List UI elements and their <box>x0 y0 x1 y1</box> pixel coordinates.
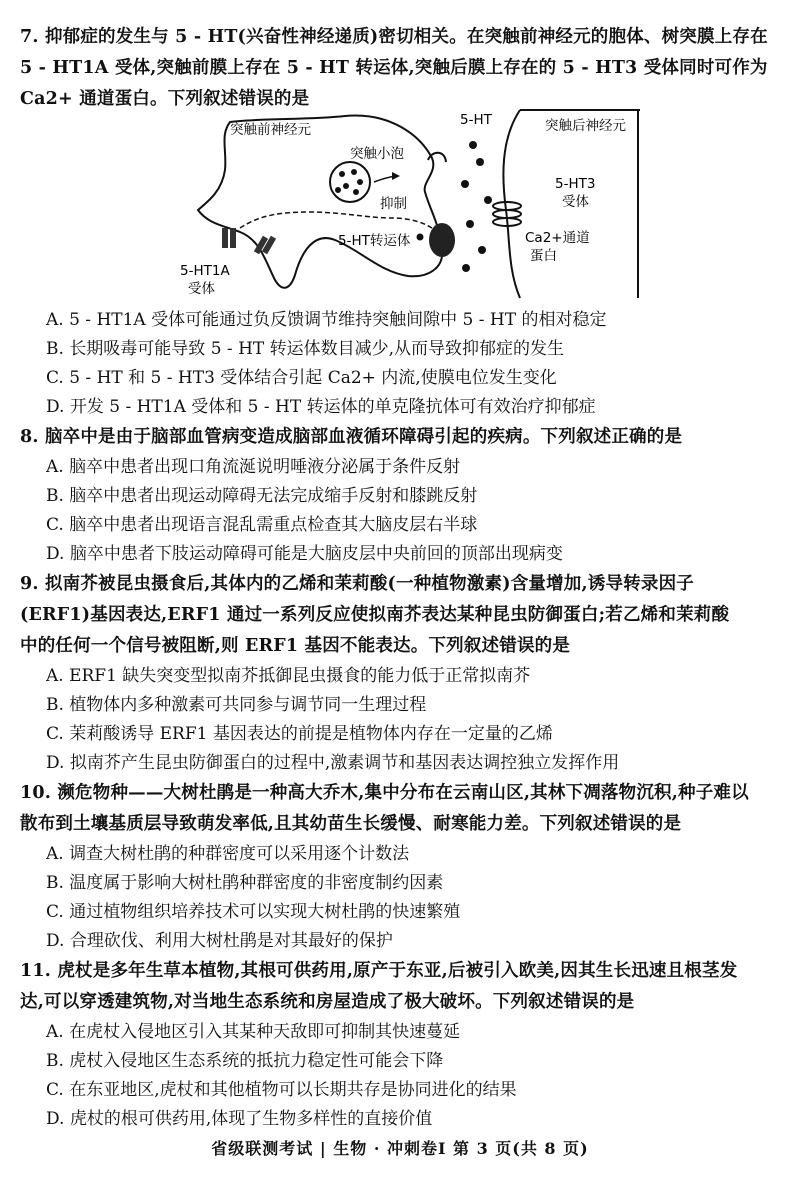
option: A. 在虎杖入侵地区引入其某种天敌即可抑制其快速蔓延 <box>46 1022 461 1042</box>
stem-line: 10. 濒危物种——大树杜鹃是一种高大乔木,集中分布在云南山区,其林下凋落物沉积,种子难以 <box>20 783 749 803</box>
option: D. 拟南芥产生昆虫防御蛋白的过程中,激素调节和基因表达调控独立发挥作用 <box>46 753 620 773</box>
vesicle-icon <box>330 162 370 202</box>
question-8-stem <box>20 422 790 453</box>
option: B. 长期吸毒可能导致 5 - HT 转运体数目减少,从而导致抑郁症的发生 <box>46 339 565 359</box>
transporter-icon <box>429 223 455 257</box>
ht1a-label: 受体 <box>188 281 215 297</box>
question-10-stem <box>20 778 790 840</box>
stem-line: 7. 抑郁症的发生与 5 - HT(兴奋性神经递质)密切相关。在突触前神经元的胞体、树突膜上存在 <box>20 27 768 47</box>
inhibit-path <box>240 212 432 228</box>
option: C. 5 - HT 和 5 - HT3 受体结合引起 Ca2+ 内流,使膜电位发生变化 <box>46 368 557 388</box>
option: C. 茉莉酸诱导 ERF1 基因表达的前提是植物体内存在一定量的乙烯 <box>46 724 553 744</box>
option: B. 植物体内多种激素可共同参与调节同一生理过程 <box>46 695 427 715</box>
option: A. ERF1 缺失突变型拟南芥抵御昆虫摄食的能力低于正常拟南芥 <box>46 666 531 686</box>
stem-line: 散布到土壤基质层导致萌发率低,且其幼苗生长缓慢、耐寒能力差。下列叙述错误的是 <box>20 814 682 834</box>
stem-line: Ca2+ 通道蛋白。下列叙述错误的是 <box>20 89 310 109</box>
option: B. 温度属于影响大树杜鹃种群密度的非密度制约因素 <box>46 873 444 893</box>
vesicle-label: 突触小泡 <box>350 146 404 162</box>
synapse-diagram <box>170 100 660 305</box>
ht3-receptor-icon <box>493 202 521 210</box>
stem-line: 8. 脑卒中是由于脑部血管病变造成脑部血液循环障碍引起的疾病。下列叙述正确的是 <box>20 427 683 447</box>
option: A. 调查大树杜鹃的种群密度可以采用逐个计数法 <box>46 844 410 864</box>
option: B. 脑卒中患者出现运动障碍无法完成缩手反射和膝跳反射 <box>46 486 478 506</box>
stem-line: 5 - HT1A 受体,突触前膜上存在 5 - HT 转运体,突触后膜上存在的 5 - HT3 受体同时可作为 <box>20 58 768 78</box>
question-9-stem <box>20 569 790 662</box>
ht3-label: 受体 <box>562 194 589 210</box>
presynaptic-label: 突触前神经元 <box>230 122 311 138</box>
option: A. 5 - HT1A 受体可能通过负反馈调节维持突触间隙中 5 - HT 的相对稳定 <box>46 310 607 330</box>
option: C. 脑卒中患者出现语言混乱需重点检查其大脑皮层右半球 <box>46 515 478 535</box>
ca-channel-label: 蛋白 <box>530 248 557 264</box>
ht3-label: 5-HT3 <box>555 176 596 192</box>
stem-line: 中的任何一个信号被阻断,则 ERF1 基因不能表达。下列叙述错误的是 <box>20 636 571 656</box>
stem-line: (ERF1)基因表达,ERF1 通过一系列反应使拟南芥表达某种昆虫防御蛋白;若乙烯和茉莉酸 <box>20 605 730 625</box>
stem-line: 达,可以穿透建筑物,对当地生态系统和房屋造成了极大破坏。下列叙述错误的是 <box>20 992 635 1012</box>
option: A. 脑卒中患者出现口角流涎说明唾液分泌属于条件反射 <box>46 457 461 477</box>
ca-channel-label: Ca2+通道 <box>525 230 590 246</box>
question-11-stem <box>20 956 790 1018</box>
option: D. 合理砍伐、利用大树杜鹃是对其最好的保护 <box>46 931 393 951</box>
inhibit-label: 抑制 <box>380 196 407 212</box>
postsynaptic-label: 突触后神经元 <box>545 118 626 134</box>
ht1a-receptor-icon <box>222 228 228 248</box>
page-footer: 省级联测考试 | 生物 · 冲刺卷Ⅰ 第 3 页(共 8 页) <box>211 1139 589 1158</box>
option: B. 虎杖入侵地区生态系统的抵抗力稳定性可能会下降 <box>46 1051 444 1071</box>
neurotransmitter-label: 5-HT <box>460 112 492 128</box>
option: C. 在东亚地区,虎杖和其他植物可以长期共存是协同进化的结果 <box>46 1080 517 1100</box>
option: C. 通过植物组织培养技术可以实现大树杜鹃的快速繁殖 <box>46 902 461 922</box>
option: D. 脑卒中患者下肢运动障碍可能是大脑皮层中央前回的顶部出现病变 <box>46 544 563 564</box>
option: D. 开发 5 - HT1A 受体和 5 - HT 转运体的单克隆抗体可有效治疗抑郁症 <box>46 397 596 417</box>
option: D. 虎杖的根可供药用,体现了生物多样性的直接价值 <box>46 1109 433 1129</box>
stem-line: 9. 拟南芥被昆虫摄食后,其体内的乙烯和茉莉酸(一种植物激素)含量增加,诱导转录因子 <box>20 574 695 594</box>
transporter-label: 5-HT转运体 <box>338 233 411 249</box>
ht1a-label: 5-HT1A <box>180 263 230 279</box>
stem-line: 11. 虎杖是多年生草本植物,其根可供药用,原产于东亚,后被引入欧美,因其生长迅速且根茎发 <box>20 961 738 981</box>
